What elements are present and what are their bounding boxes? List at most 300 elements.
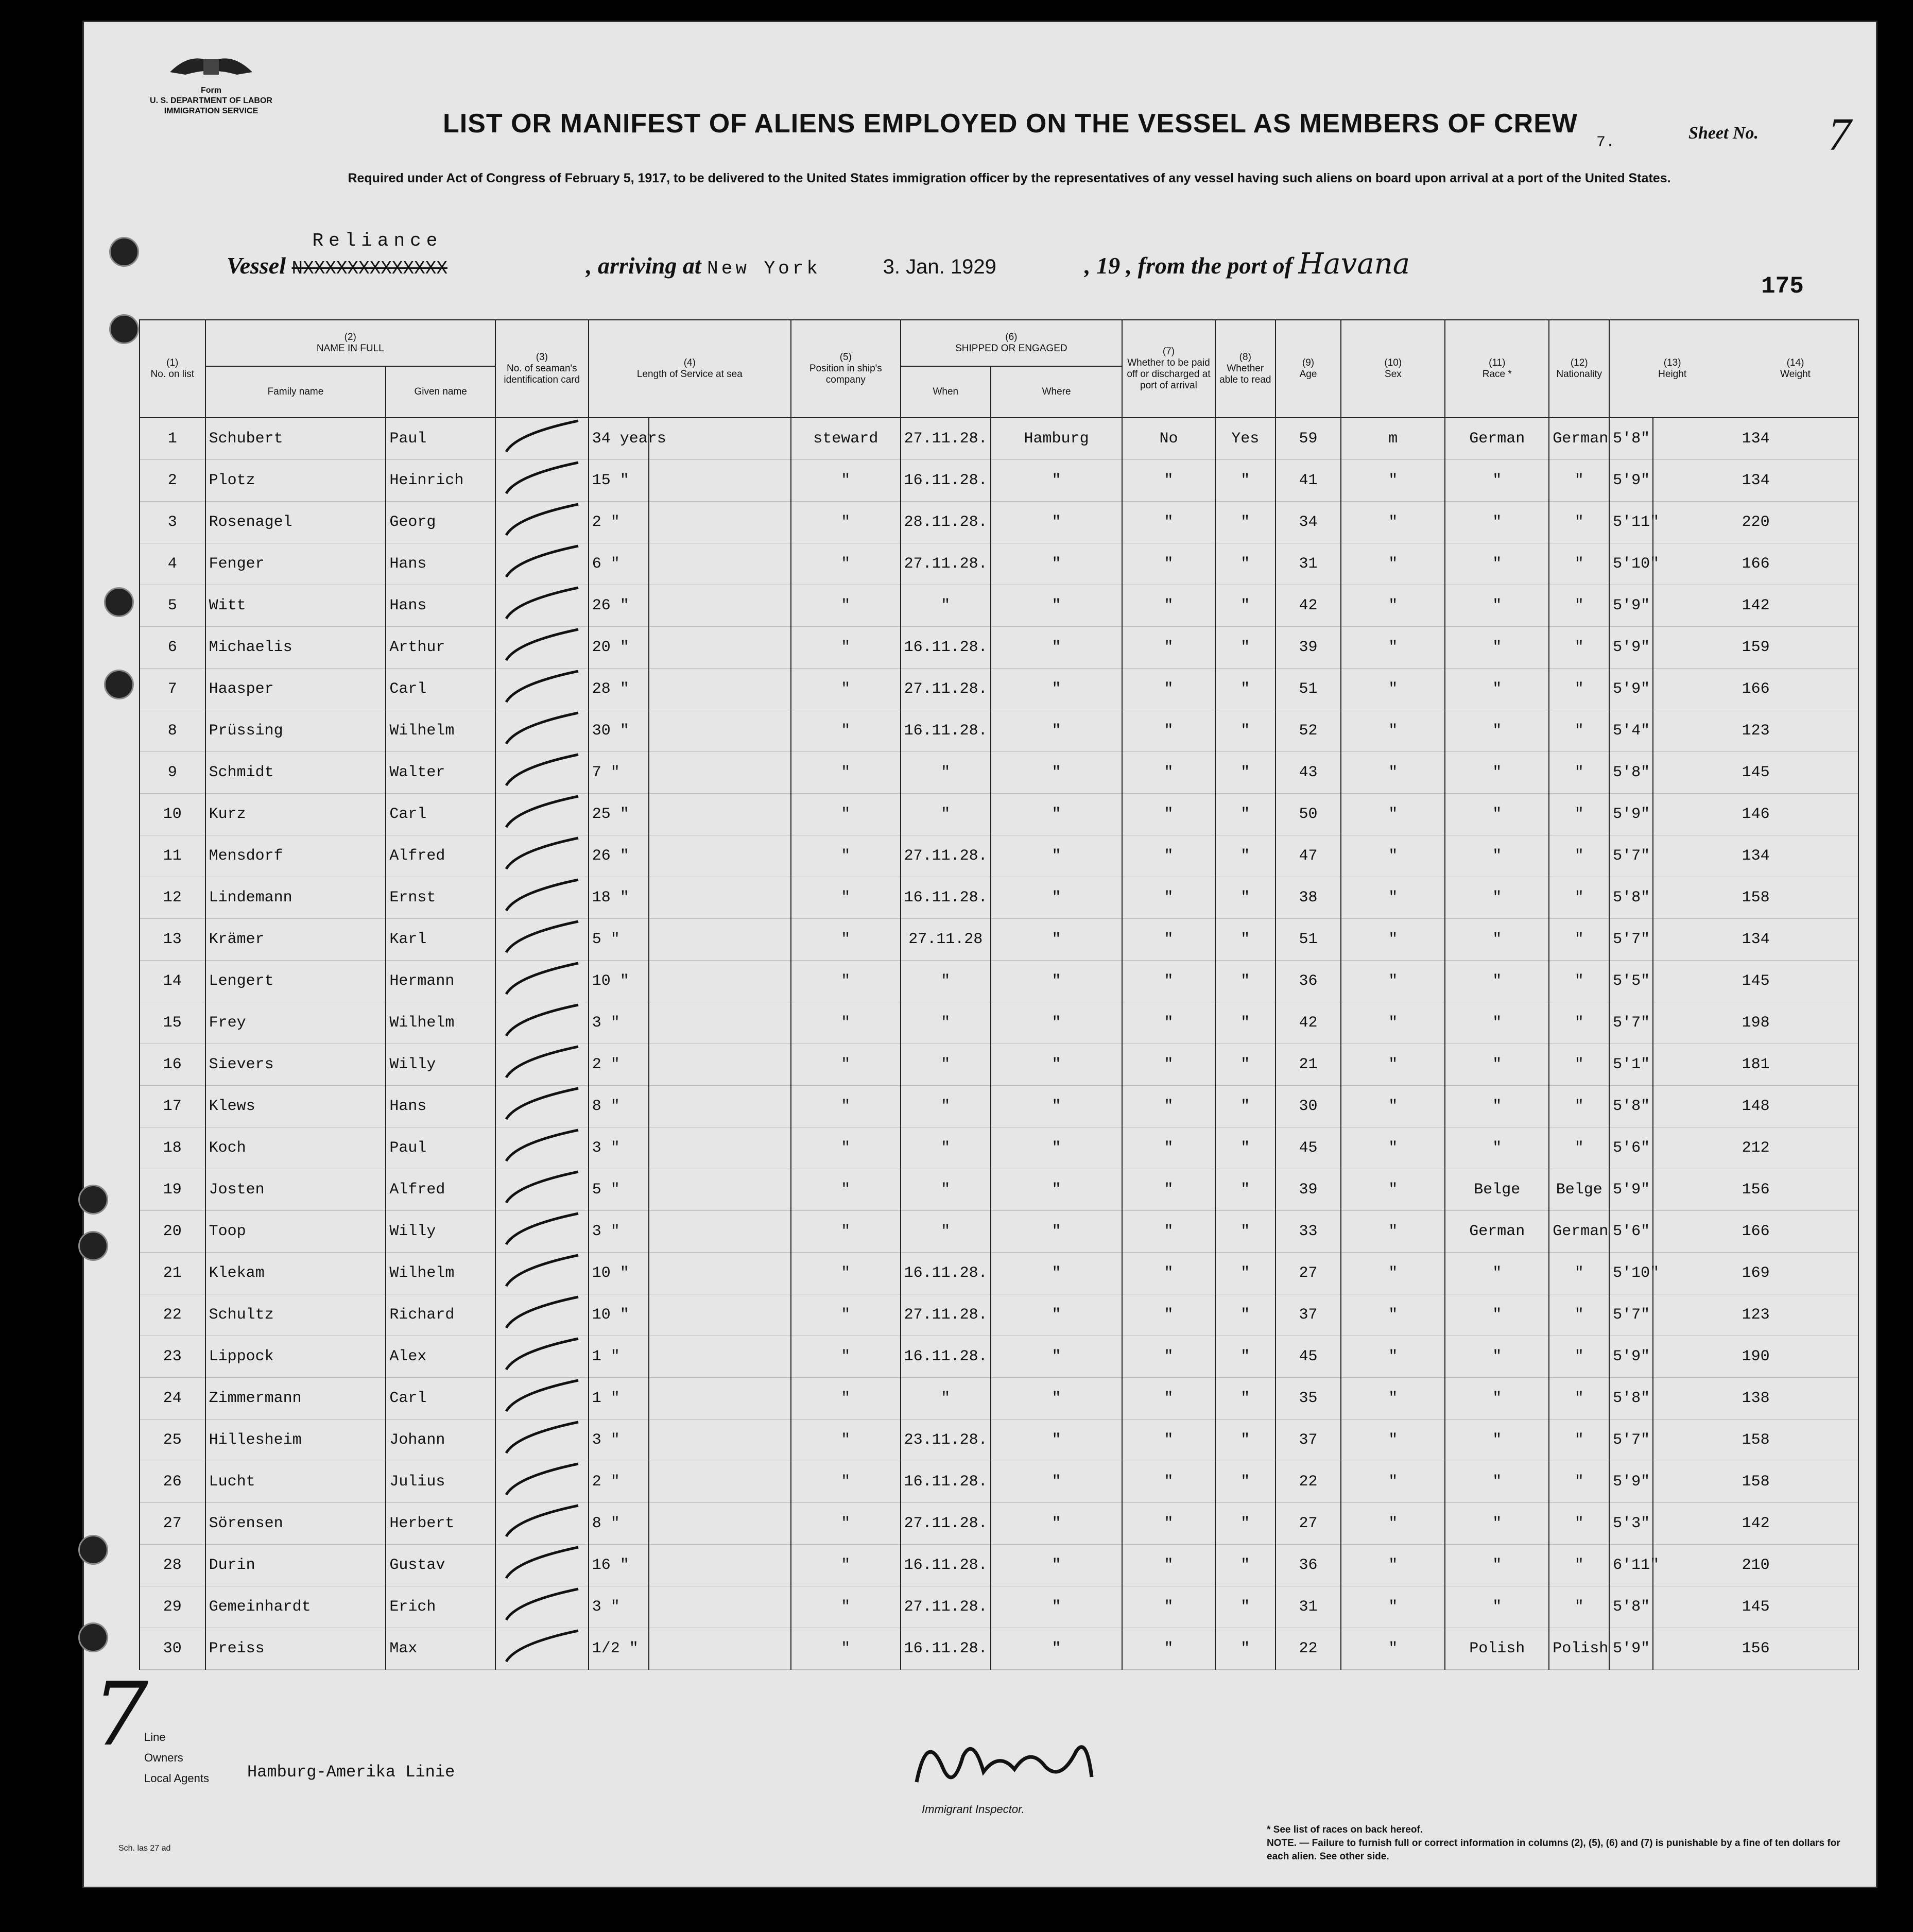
cell-family: Rosenagel [205,502,386,543]
table-row [140,627,1858,669]
cell-paid: " [1122,1044,1215,1086]
cell-when: " [901,961,991,1002]
cell-no: 6 [140,627,205,669]
cell-when: 16.11.28. [901,1461,991,1503]
cell-given: Walter [386,752,495,794]
cell-sex: " [1341,835,1445,877]
cell-where: " [991,1545,1122,1586]
cell-nationality: " [1549,835,1609,877]
cell-sex: " [1341,1211,1445,1253]
cell-where: " [991,460,1122,502]
cell-service: 18 " [589,877,649,919]
cell-age: 27 [1276,1503,1341,1545]
cell-where: " [991,1169,1122,1211]
cell-family: Krämer [205,919,386,961]
punch-hole [78,1622,108,1652]
cell-sex: " [1341,1044,1445,1086]
cell-paid: " [1122,1336,1215,1378]
cell-no: 4 [140,543,205,585]
cell-position: " [791,1545,901,1586]
cell-family: Lindemann [205,877,386,919]
cell-nationality: " [1549,919,1609,961]
cell-spacer [649,1294,791,1336]
cell-id [495,794,589,835]
cell-given: Ernst [386,877,495,919]
cell-age: 51 [1276,669,1341,710]
cell-id [495,1127,589,1169]
table-row [140,1086,1858,1127]
cell-service: 15 " [589,460,649,502]
cell-read: " [1215,710,1276,752]
owners-value: Hamburg-Amerika Linie [247,1763,455,1782]
cell-id [495,1628,589,1670]
cell-sex: " [1341,710,1445,752]
cell-read: " [1215,1169,1276,1211]
cell-family: Frey [205,1002,386,1044]
punch-hole [104,670,134,699]
cell-no: 9 [140,752,205,794]
cell-position: " [791,1628,901,1670]
cell-read: " [1215,543,1276,585]
cell-position: " [791,1044,901,1086]
cell-age: 45 [1276,1127,1341,1169]
cell-spacer [649,1044,791,1086]
cell-weight: 142 [1653,585,1858,627]
cell-id [495,1169,589,1211]
punch-hole [109,237,139,267]
cell-id [495,1002,589,1044]
cell-weight: 156 [1653,1628,1858,1670]
cell-sex: " [1341,502,1445,543]
cell-paid: No [1122,418,1215,460]
cell-sex: " [1341,1127,1445,1169]
cell-position: " [791,835,901,877]
cell-read: " [1215,1294,1276,1336]
cell-family: Fenger [205,543,386,585]
cell-race: Polish [1445,1628,1549,1670]
cell-given: Hans [386,543,495,585]
vessel-name: Reliance [312,230,443,251]
cell-no: 20 [140,1211,205,1253]
cell-height: 5'8" [1609,752,1653,794]
cell-no: 12 [140,877,205,919]
cell-nationality: " [1549,585,1609,627]
line-label: Line [144,1731,166,1743]
cell-paid: " [1122,1545,1215,1586]
cell-height: 5'7" [1609,919,1653,961]
cell-height: 5'5" [1609,961,1653,1002]
from-port: Havana [1298,247,1410,281]
table-row [140,1420,1858,1461]
cell-paid: " [1122,752,1215,794]
eagle-seal-icon [160,46,263,82]
cell-height: 5'9" [1609,460,1653,502]
cell-family: Josten [205,1169,386,1211]
cell-sex: " [1341,1253,1445,1294]
cell-age: 33 [1276,1211,1341,1253]
cell-sex: " [1341,1503,1445,1545]
cell-nationality: " [1549,1002,1609,1044]
cell-where: " [991,710,1122,752]
col-race-header: (11) Race * [1445,320,1549,418]
cell-when: 16.11.28. [901,710,991,752]
cell-family: Lengert [205,961,386,1002]
cell-service: 5 " [589,1169,649,1211]
cell-age: 47 [1276,835,1341,877]
cell-nationality: " [1549,1294,1609,1336]
cell-service: 2 " [589,1044,649,1086]
cell-read: " [1215,669,1276,710]
cell-id [495,1336,589,1378]
cell-spacer [649,1253,791,1294]
sheet-label: Sheet No. [1688,124,1759,143]
cell-read: " [1215,1127,1276,1169]
cell-when: " [901,752,991,794]
cell-spacer [649,1461,791,1503]
cell-service: 34 years [589,418,649,460]
inspector-label: Immigrant Inspector. [922,1803,1025,1816]
cell-id [495,1503,589,1545]
cell-where: " [991,1294,1122,1336]
punch-hole [109,314,139,344]
cell-service: 3 " [589,1420,649,1461]
cell-paid: " [1122,1586,1215,1628]
cell-height: 5'8" [1609,1086,1653,1127]
cell-service: 20 " [589,627,649,669]
cell-given: Julius [386,1461,495,1503]
cell-given: Max [386,1628,495,1670]
cell-when: 27.11.28 [901,919,991,961]
cell-service: 1 " [589,1336,649,1378]
cell-height: 5'7" [1609,1294,1653,1336]
cell-age: 59 [1276,418,1341,460]
cell-age: 45 [1276,1336,1341,1378]
cell-age: 38 [1276,877,1341,919]
punch-hole [78,1535,108,1565]
table-row [140,669,1858,710]
table-row [140,1461,1858,1503]
cell-read: " [1215,1002,1276,1044]
cell-no: 22 [140,1294,205,1336]
cell-id [495,460,589,502]
cell-height: 5'9" [1609,627,1653,669]
col-nationality-header: (12) Nationality [1549,320,1609,418]
cell-family: Schmidt [205,752,386,794]
cell-service: 8 " [589,1503,649,1545]
cell-paid: " [1122,669,1215,710]
cell-family: Plotz [205,460,386,502]
cell-weight: 123 [1653,710,1858,752]
cell-when: 27.11.28. [901,835,991,877]
table-row [140,502,1858,543]
cell-sex: " [1341,1378,1445,1420]
cell-race: " [1445,1586,1549,1628]
cell-no: 7 [140,669,205,710]
cell-when: " [901,1378,991,1420]
cell-height: 5'10" [1609,1253,1653,1294]
cell-nationality: " [1549,1378,1609,1420]
col-shipped-header: (6) SHIPPED OR ENGAGED [901,320,1123,366]
cell-weight: 145 [1653,752,1858,794]
cell-weight: 134 [1653,418,1858,460]
cell-where: " [991,1503,1122,1545]
cell-height: 5'6" [1609,1211,1653,1253]
table-row [140,919,1858,961]
cell-id [495,835,589,877]
cell-given: Gustav [386,1545,495,1586]
cell-race: " [1445,1336,1549,1378]
cell-service: 8 " [589,1086,649,1127]
col-service-header: (4) Length of Service at sea [589,320,791,418]
cell-height: 5'9" [1609,669,1653,710]
cell-position: " [791,1086,901,1127]
cell-id [495,669,589,710]
from-label: , from the port of [1126,252,1292,279]
cell-spacer [649,1503,791,1545]
table-row [140,710,1858,752]
cell-given: Georg [386,502,495,543]
manifest-rows [140,418,1858,1670]
cell-weight: 156 [1653,1169,1858,1211]
cell-no: 10 [140,794,205,835]
cell-where: " [991,919,1122,961]
cell-when: " [901,1127,991,1169]
cell-height: 5'9" [1609,1336,1653,1378]
cell-when: 16.11.28. [901,1545,991,1586]
cell-id [495,1211,589,1253]
cell-position: " [791,961,901,1002]
cell-nationality: " [1549,1545,1609,1586]
cell-family: Preiss [205,1628,386,1670]
cell-position: " [791,1211,901,1253]
cell-height: 5'10" [1609,543,1653,585]
cell-read: " [1215,794,1276,835]
cell-read: " [1215,752,1276,794]
cell-nationality: " [1549,1503,1609,1545]
cell-where: " [991,627,1122,669]
cell-id [495,1461,589,1503]
cell-where: " [991,752,1122,794]
cell-weight: 220 [1653,502,1858,543]
cell-sex: " [1341,1294,1445,1336]
cell-spacer [649,1002,791,1044]
table-row [140,835,1858,877]
cell-when: 16.11.28. [901,627,991,669]
crew-manifest-table [139,319,1859,1670]
cell-family: Durin [205,1545,386,1586]
cell-nationality: " [1549,460,1609,502]
cell-race: " [1445,543,1549,585]
cell-sex: " [1341,877,1445,919]
col-read-header: (8) Whether able to read [1215,320,1276,418]
cell-sex: " [1341,1628,1445,1670]
cell-given: Richard [386,1294,495,1336]
cell-given: Wilhelm [386,1253,495,1294]
cell-service: 30 " [589,710,649,752]
cell-height: 5'7" [1609,1002,1653,1044]
cell-race: " [1445,752,1549,794]
cell-age: 52 [1276,710,1341,752]
cell-read: " [1215,1378,1276,1420]
cell-age: 39 [1276,1169,1341,1211]
inspector-signature [911,1720,1107,1803]
sheet-number-handwritten: 7 [1828,109,1851,160]
cell-weight: 190 [1653,1336,1858,1378]
cell-when: 27.11.28. [901,1586,991,1628]
cell-race: " [1445,502,1549,543]
cell-paid: " [1122,1127,1215,1169]
cell-sex: " [1341,919,1445,961]
cell-read: " [1215,1211,1276,1253]
cell-paid: " [1122,627,1215,669]
cell-race: " [1445,1420,1549,1461]
cell-race: German [1445,1211,1549,1253]
cell-spacer [649,961,791,1002]
department-name: U. S. DEPARTMENT OF LABOR [150,96,272,105]
cell-id [495,543,589,585]
cell-family: Kurz [205,794,386,835]
cell-sex: " [1341,1002,1445,1044]
cell-no: 24 [140,1378,205,1420]
cell-age: 22 [1276,1461,1341,1503]
cell-spacer [649,1336,791,1378]
cell-where: " [991,877,1122,919]
cell-age: 43 [1276,752,1341,794]
cell-position: " [791,460,901,502]
cell-nationality: " [1549,1461,1609,1503]
cell-position: " [791,1586,901,1628]
cell-sex: " [1341,1420,1445,1461]
col-paid-off-header: (7) Whether to be paid off or discharged at port of arrival [1122,320,1215,418]
cell-no: 19 [140,1169,205,1211]
owners-label: Owners [144,1751,183,1764]
cell-id [495,585,589,627]
cell-nationality: Polish [1549,1628,1609,1670]
cell-where: " [991,585,1122,627]
cell-no: 23 [140,1336,205,1378]
cell-spacer [649,1586,791,1628]
arriving-port: New York [707,258,821,279]
cell-position: " [791,1169,901,1211]
cell-given: Alfred [386,1169,495,1211]
cell-position: " [791,1294,901,1336]
cell-given: Willy [386,1211,495,1253]
cell-when: 27.11.28. [901,1503,991,1545]
cell-given: Paul [386,418,495,460]
punch-hole [104,587,134,617]
cell-paid: " [1122,1002,1215,1044]
vessel-line [227,230,1410,281]
cell-nationality: " [1549,502,1609,543]
cell-given: Alfred [386,835,495,877]
cell-id [495,1420,589,1461]
cell-where: " [991,961,1122,1002]
cell-service: 10 " [589,1294,649,1336]
cell-service: 28 " [589,669,649,710]
cell-family: Prüssing [205,710,386,752]
cell-given: Willy [386,1044,495,1086]
cell-nationality: German [1549,1211,1609,1253]
cell-sex: " [1341,961,1445,1002]
cell-weight: 134 [1653,460,1858,502]
cell-where: " [991,1586,1122,1628]
cell-sex: m [1341,418,1445,460]
cell-paid: " [1122,585,1215,627]
cell-no: 25 [140,1420,205,1461]
cell-given: Herbert [386,1503,495,1545]
cell-where: " [991,1211,1122,1253]
cell-spacer [649,752,791,794]
year-label: , 19 [1084,252,1121,279]
service-name: IMMIGRATION SERVICE [164,107,258,115]
cell-nationality: " [1549,1586,1609,1628]
cell-where: " [991,1461,1122,1503]
cell-age: 31 [1276,1586,1341,1628]
cell-weight: 146 [1653,794,1858,835]
cell-race: " [1445,1461,1549,1503]
cell-given: Carl [386,1378,495,1420]
cell-nationality: " [1549,1086,1609,1127]
cell-spacer [649,669,791,710]
cell-id [495,418,589,460]
page-total: 175 [1761,273,1804,300]
cell-paid: " [1122,1294,1215,1336]
cell-race: " [1445,1044,1549,1086]
cell-nationality: " [1549,1044,1609,1086]
cell-read: " [1215,835,1276,877]
cell-race: " [1445,1002,1549,1044]
local-agents-label: Local Agents [144,1772,209,1785]
cell-no: 15 [140,1002,205,1044]
cell-family: Michaelis [205,627,386,669]
cell-nationality: " [1549,1127,1609,1169]
cell-service: 6 " [589,543,649,585]
cell-given: Carl [386,794,495,835]
cell-id [495,1545,589,1586]
cell-age: 36 [1276,1545,1341,1586]
cell-where: " [991,1002,1122,1044]
cell-nationality: " [1549,794,1609,835]
cell-spacer [649,627,791,669]
table-row [140,585,1858,627]
cell-sex: " [1341,585,1445,627]
col-no-header: (1) No. on list [140,320,205,418]
cell-weight: 145 [1653,1586,1858,1628]
sheet-number-typed: 7. [1596,134,1615,151]
cell-family: Klekam [205,1253,386,1294]
cell-race: " [1445,919,1549,961]
cell-no: 14 [140,961,205,1002]
cell-read: " [1215,1336,1276,1378]
cell-position: steward [791,418,901,460]
cell-race: " [1445,1127,1549,1169]
cell-position: " [791,877,901,919]
cell-when: " [901,585,991,627]
cell-read: " [1215,585,1276,627]
cell-age: 37 [1276,1420,1341,1461]
table-row [140,752,1858,794]
cell-paid: " [1122,919,1215,961]
cell-position: " [791,1127,901,1169]
arrival-date: 3. Jan. 1929 [883,255,996,278]
cell-family: Klews [205,1086,386,1127]
cell-service: 5 " [589,919,649,961]
col-sex-header: (10) Sex [1341,320,1445,418]
cell-family: Hillesheim [205,1420,386,1461]
cell-no: 1 [140,418,205,460]
cell-id [495,1253,589,1294]
table-row [140,1586,1858,1628]
